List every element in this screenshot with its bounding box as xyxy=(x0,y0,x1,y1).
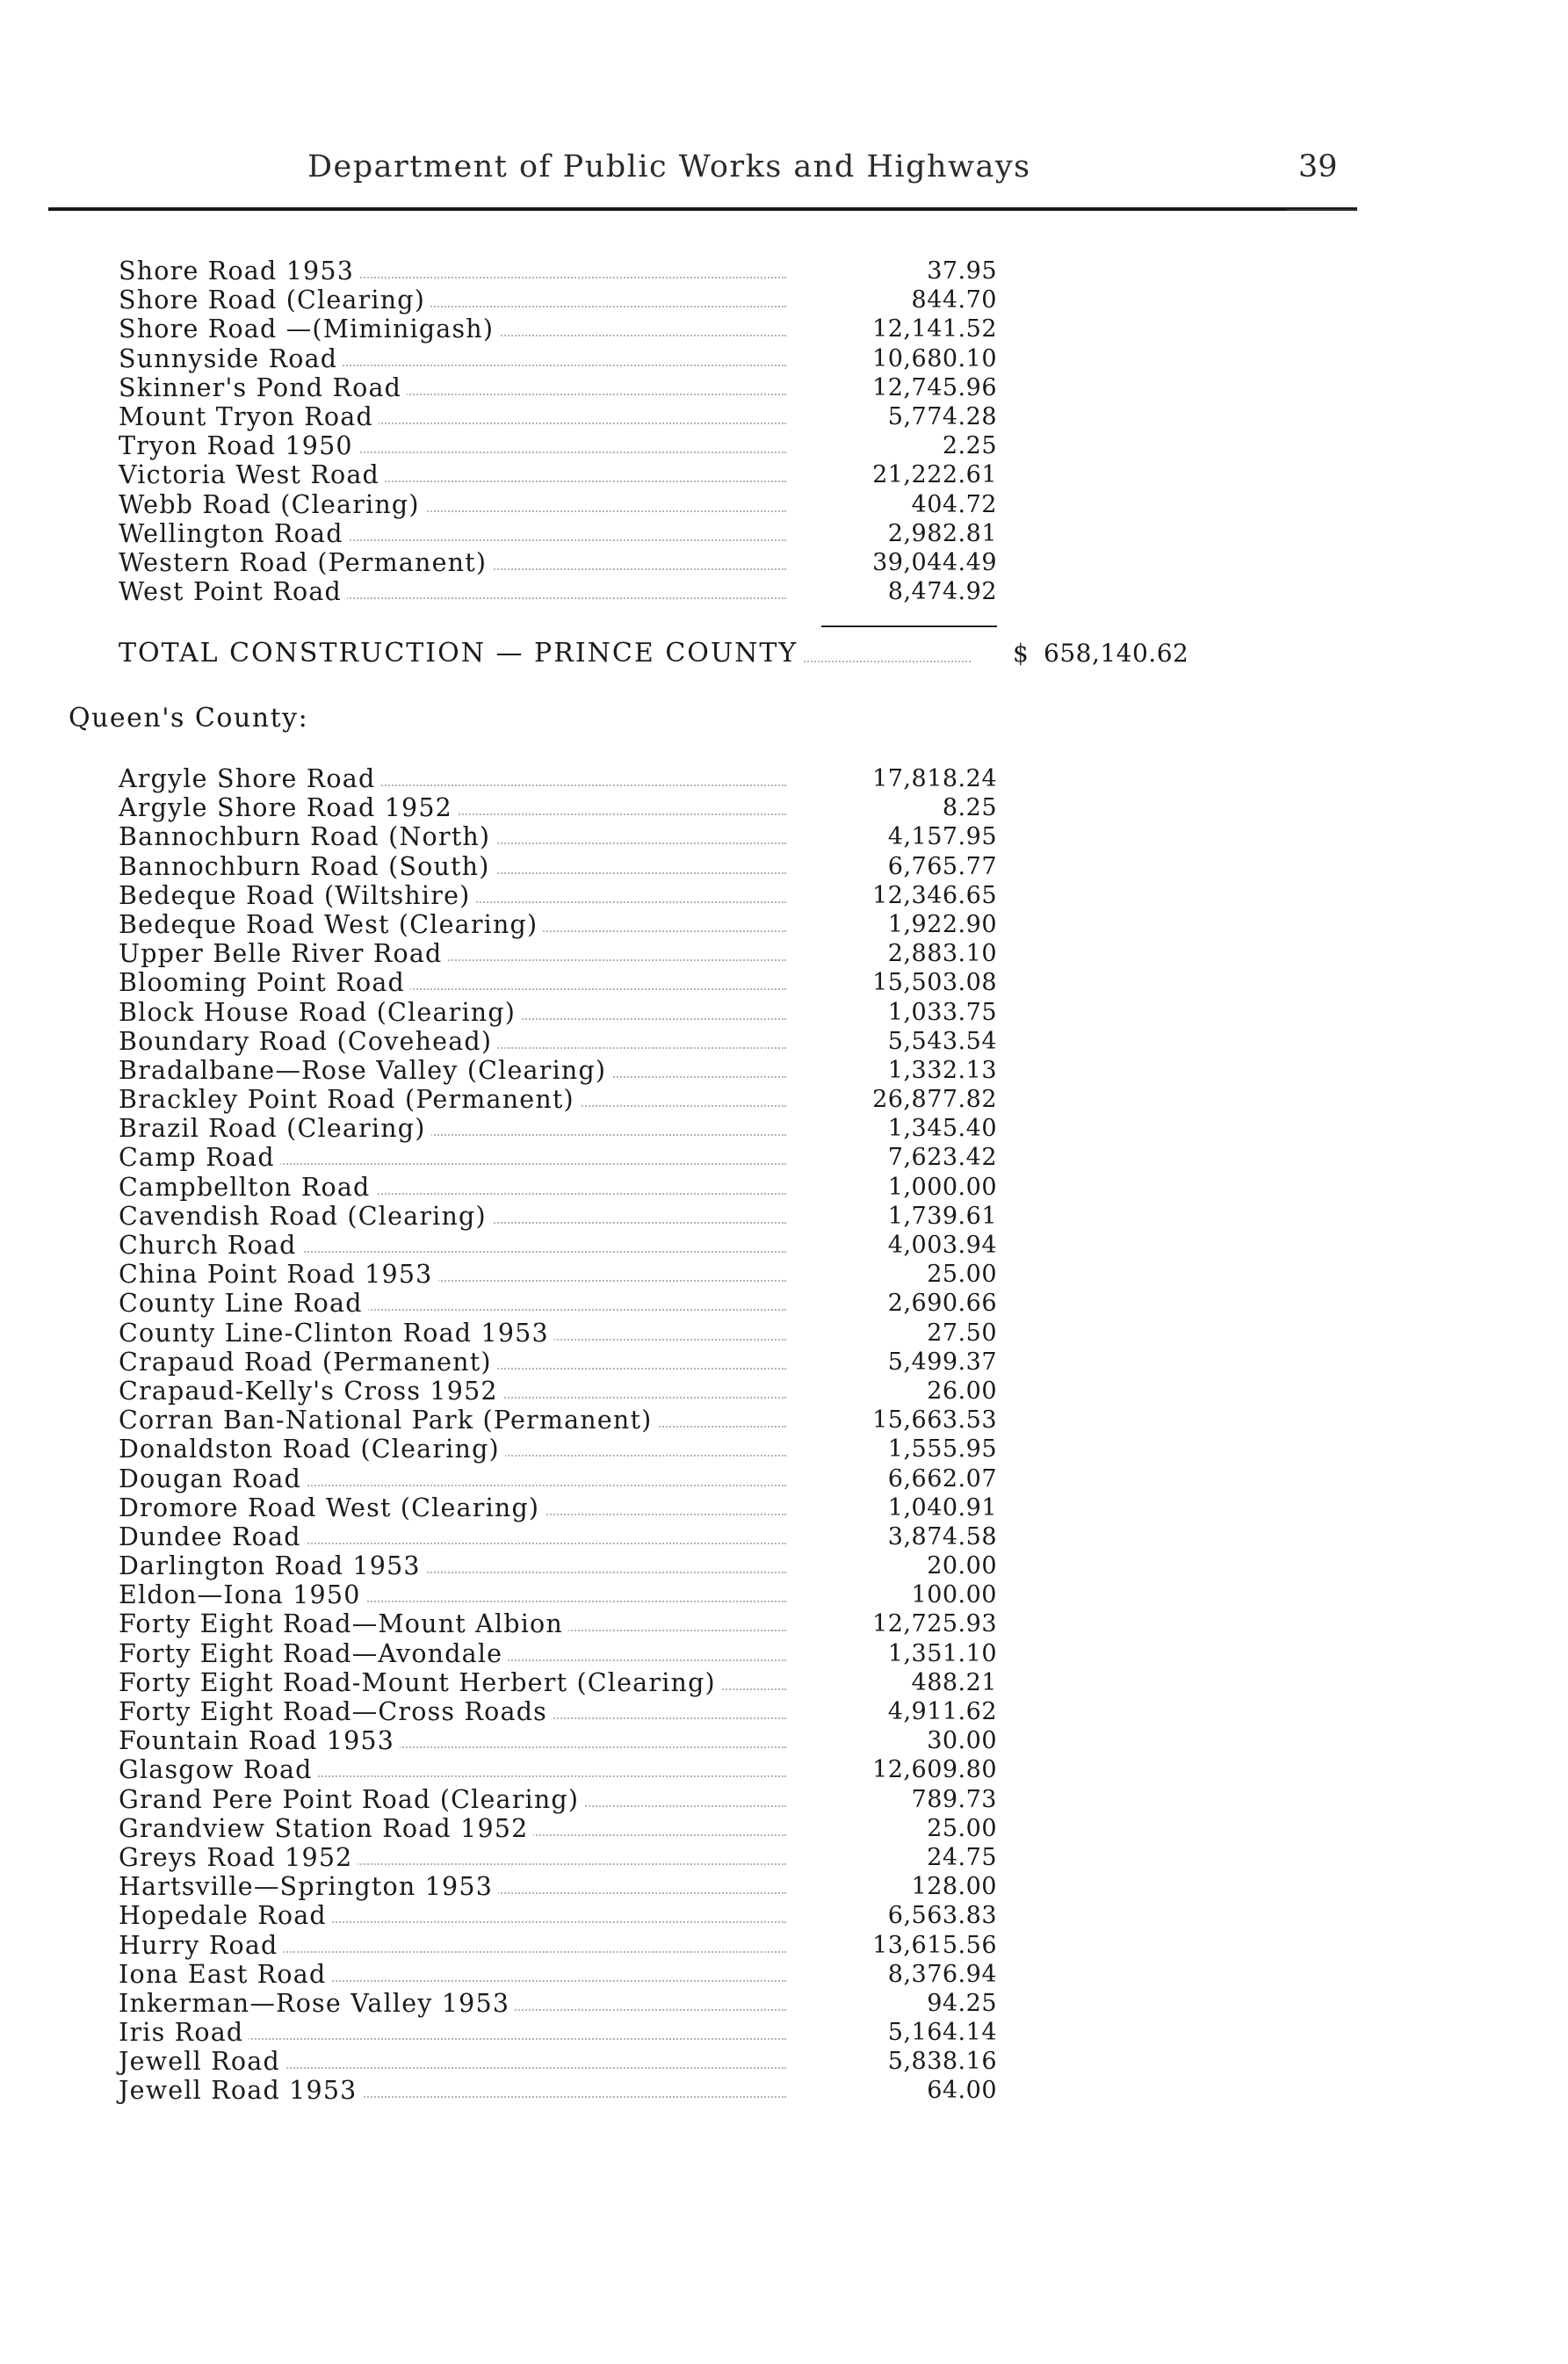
row-label: Blooming Point Road xyxy=(119,968,410,997)
queens-county-list xyxy=(119,764,997,2106)
row-label: Hartsville—Springton 1953 xyxy=(119,1872,498,1901)
row-label: Bradalbane—Rose Valley (Clearing) xyxy=(119,1056,611,1085)
table-row xyxy=(119,939,997,968)
table-row xyxy=(119,1609,997,1638)
row-label: Skinner's Pond Road xyxy=(119,373,407,402)
table-row xyxy=(119,402,997,431)
table-row xyxy=(119,910,997,939)
page-title: Department of Public Works and Highways xyxy=(307,149,1031,184)
table-row xyxy=(119,1726,997,1755)
row-amount: 20.00 xyxy=(927,1552,997,1580)
row-label: Shore Road —(Miminigash) xyxy=(119,314,499,343)
row-label: Victoria West Road xyxy=(119,460,385,489)
row-amount: 12,725.93 xyxy=(872,1610,997,1638)
table-row xyxy=(119,1522,997,1551)
row-label: Dundee Road xyxy=(119,1522,307,1551)
table-row xyxy=(119,548,997,577)
total-row xyxy=(119,634,1189,673)
table-row xyxy=(119,1348,997,1377)
row-amount: 26.00 xyxy=(927,1377,997,1405)
row-amount: 6,563.83 xyxy=(887,1902,997,1930)
row-label: Inkerman—Rose Valley 1953 xyxy=(119,1989,515,2018)
table-row xyxy=(119,1464,997,1493)
row-label: Mount Tryon Road xyxy=(119,402,379,431)
header-rule-tail xyxy=(1287,209,1357,211)
row-amount: 6,662.07 xyxy=(887,1464,997,1493)
table-row xyxy=(119,2018,997,2047)
row-amount: 12,745.96 xyxy=(872,373,997,401)
table-row xyxy=(119,1580,997,1609)
row-label: Donaldston Road (Clearing) xyxy=(119,1435,505,1464)
table-row xyxy=(119,1289,997,1318)
row-amount: 5,499.37 xyxy=(887,1348,997,1376)
row-label: Bedeque Road (Wiltshire) xyxy=(119,881,475,910)
row-label: Argyle Shore Road xyxy=(119,764,380,793)
table-row xyxy=(119,998,997,1027)
row-label: Corran Ban-National Park (Permanent) xyxy=(119,1406,657,1435)
row-label: Shore Road 1953 xyxy=(119,257,359,286)
row-label: Dougan Road xyxy=(119,1464,307,1493)
row-label: Crapaud-Kelly's Cross 1952 xyxy=(119,1377,503,1406)
row-amount: 37.95 xyxy=(927,257,997,285)
row-label: Western Road (Permanent) xyxy=(119,548,492,577)
table-row xyxy=(119,344,997,373)
row-label: Sunnyside Road xyxy=(119,344,343,373)
row-amount: 25.00 xyxy=(927,1261,997,1289)
table-row xyxy=(119,1697,997,1726)
table-row xyxy=(119,460,997,489)
table-row xyxy=(119,1231,997,1260)
row-amount: 1,040.91 xyxy=(887,1493,997,1522)
row-amount: 1,555.95 xyxy=(887,1435,997,1464)
prince-county-list xyxy=(119,257,997,606)
row-label: Greys Road 1952 xyxy=(119,1843,358,1872)
table-row xyxy=(119,1551,997,1580)
row-label: Brackley Point Road (Permanent) xyxy=(119,1085,580,1114)
row-label: Iris Road xyxy=(119,2018,249,2047)
table-row xyxy=(119,1872,997,1901)
sum-rule xyxy=(821,625,997,627)
row-amount: 2.25 xyxy=(942,432,997,460)
row-label: Fountain Road 1953 xyxy=(119,1726,400,1755)
row-label: Argyle Shore Road 1952 xyxy=(119,793,458,822)
total-label: TOTAL CONSTRUCTION — PRINCE COUNTY xyxy=(119,634,803,673)
row-amount: 1,033.75 xyxy=(887,998,997,1026)
row-label: Forty Eight Road—Avondale xyxy=(119,1639,508,1668)
table-row xyxy=(119,1085,997,1114)
row-label: Jewell Road xyxy=(119,2047,285,2076)
row-label: Brazil Road (Clearing) xyxy=(119,1114,431,1143)
row-amount: 25.00 xyxy=(927,1814,997,1842)
row-amount: 17,818.24 xyxy=(872,765,997,792)
page-number: 39 xyxy=(1298,149,1338,184)
row-label: Hopedale Road xyxy=(119,1901,332,1930)
table-row xyxy=(119,822,997,851)
table-row xyxy=(119,1202,997,1231)
table-row xyxy=(119,519,997,548)
table-row xyxy=(119,1989,997,2018)
row-amount: 10,680.10 xyxy=(872,344,997,372)
table-row xyxy=(119,1668,997,1697)
table-row xyxy=(119,1173,997,1202)
row-label: County Line Road xyxy=(119,1289,368,1318)
row-amount: 488.21 xyxy=(911,1668,997,1696)
row-amount: 2,883.10 xyxy=(887,940,997,968)
row-label: Grand Pere Point Road (Clearing) xyxy=(119,1785,584,1814)
row-label: Tryon Road 1950 xyxy=(119,431,358,460)
row-label: China Point Road 1953 xyxy=(119,1260,438,1289)
table-row xyxy=(119,286,997,314)
total-amount: 658,140.62 xyxy=(1044,639,1189,668)
row-amount: 21,222.61 xyxy=(872,461,997,489)
row-label: County Line-Clinton Road 1953 xyxy=(119,1319,554,1348)
row-amount: 5,838.16 xyxy=(887,2048,997,2076)
row-label: Webb Road (Clearing) xyxy=(119,490,425,519)
table-row xyxy=(119,1435,997,1464)
row-amount: 4,003.94 xyxy=(887,1232,997,1259)
table-row xyxy=(119,793,997,822)
row-amount: 5,164.14 xyxy=(887,2019,997,2047)
row-label: Camp Road xyxy=(119,1143,280,1172)
row-label: Crapaud Road (Permanent) xyxy=(119,1348,497,1377)
row-label: Forty Eight Road-Mount Herbert (Clearing) xyxy=(119,1668,721,1697)
table-row xyxy=(119,881,997,910)
row-amount: 404.72 xyxy=(911,490,997,518)
row-amount: 27.50 xyxy=(927,1319,997,1347)
row-amount: 1,922.90 xyxy=(887,910,997,938)
row-label: Boundary Road (Covehead) xyxy=(119,1027,497,1056)
row-label: West Point Road xyxy=(119,577,347,606)
row-label: Bedeque Road West (Clearing) xyxy=(119,910,543,939)
row-amount: 5,774.28 xyxy=(887,402,997,430)
table-row xyxy=(119,1114,997,1143)
table-row xyxy=(119,2076,997,2105)
row-amount: 128.00 xyxy=(911,1873,997,1901)
row-amount: 12,609.80 xyxy=(872,1756,997,1784)
table-row xyxy=(119,1143,997,1172)
table-row xyxy=(119,1931,997,1960)
table-row xyxy=(119,1755,997,1784)
row-label: Grandview Station Road 1952 xyxy=(119,1814,533,1843)
row-label: Jewell Road 1953 xyxy=(119,2076,362,2105)
row-amount: 13,615.56 xyxy=(872,1931,997,1959)
row-amount: 4,157.95 xyxy=(887,823,997,851)
row-label: Campbellton Road xyxy=(119,1173,376,1202)
row-amount: 1,345.40 xyxy=(887,1115,997,1143)
row-label: Bannochburn Road (South) xyxy=(119,852,495,881)
row-amount: 5,543.54 xyxy=(887,1027,997,1055)
row-amount: 15,503.08 xyxy=(872,969,997,997)
row-label: Dromore Road West (Clearing) xyxy=(119,1493,545,1522)
row-amount: 2,982.81 xyxy=(887,519,997,547)
row-label: Iona East Road xyxy=(119,1960,331,1989)
table-row xyxy=(119,1814,997,1843)
table-row xyxy=(119,1639,997,1668)
table-row xyxy=(119,1056,997,1085)
row-label: Church Road xyxy=(119,1231,302,1260)
row-amount: 8.25 xyxy=(942,794,997,822)
row-label: Shore Road (Clearing) xyxy=(119,286,430,314)
table-row xyxy=(119,577,997,606)
table-row xyxy=(119,1901,997,1930)
table-row xyxy=(119,1260,997,1289)
row-amount: 12,141.52 xyxy=(872,315,997,343)
section-heading-queens-county: Queen's County: xyxy=(69,703,309,734)
row-amount: 64.00 xyxy=(927,2077,997,2105)
row-label: Upper Belle River Road xyxy=(119,939,448,968)
row-amount: 1,351.10 xyxy=(887,1639,997,1667)
row-label: Glasgow Road xyxy=(119,1755,318,1784)
row-amount: 3,874.58 xyxy=(887,1522,997,1551)
row-amount: 30.00 xyxy=(927,1727,997,1755)
table-row xyxy=(119,431,997,460)
row-amount: 39,044.49 xyxy=(872,548,997,576)
row-amount: 12,346.65 xyxy=(872,881,997,909)
row-amount: 789.73 xyxy=(911,1785,997,1813)
table-row xyxy=(119,1377,997,1406)
row-amount: 24.75 xyxy=(927,1843,997,1871)
row-amount: 2,690.66 xyxy=(887,1290,997,1318)
table-row xyxy=(119,2047,997,2076)
table-row xyxy=(119,968,997,997)
table-row xyxy=(119,314,997,343)
row-label: Hurry Road xyxy=(119,1931,283,1960)
row-label: Bannochburn Road (North) xyxy=(119,822,495,851)
row-label: Forty Eight Road—Cross Roads xyxy=(119,1697,553,1726)
row-amount: 6,765.77 xyxy=(887,852,997,880)
row-amount: 8,376.94 xyxy=(887,1960,997,1988)
table-row xyxy=(119,1493,997,1522)
table-row xyxy=(119,1785,997,1814)
row-label: Cavendish Road (Clearing) xyxy=(119,1202,492,1231)
row-amount: 15,663.53 xyxy=(872,1406,997,1435)
table-row xyxy=(119,1027,997,1056)
table-row xyxy=(119,852,997,881)
table-row xyxy=(119,490,997,519)
table-row xyxy=(119,373,997,402)
table-row xyxy=(119,1960,997,1989)
table-row xyxy=(119,764,997,793)
row-label: Block House Road (Clearing) xyxy=(119,998,521,1027)
row-label: Darlington Road 1953 xyxy=(119,1551,426,1580)
row-label: Forty Eight Road—Mount Albion xyxy=(119,1609,568,1638)
row-label: Wellington Road xyxy=(119,519,349,548)
row-amount: 7,623.42 xyxy=(887,1144,997,1172)
row-amount: 94.25 xyxy=(927,1989,997,2017)
table-row xyxy=(119,1319,997,1348)
row-label: Eldon—Iona 1950 xyxy=(119,1580,366,1609)
table-row xyxy=(119,1843,997,1872)
table-row xyxy=(119,257,997,286)
row-amount: 844.70 xyxy=(911,286,997,314)
row-amount: 8,474.92 xyxy=(887,578,997,606)
row-amount: 4,911.62 xyxy=(887,1698,997,1725)
header-rule xyxy=(48,207,1357,211)
row-amount: 26,877.82 xyxy=(872,1086,997,1114)
row-amount: 1,332.13 xyxy=(887,1056,997,1084)
row-amount: 1,739.61 xyxy=(887,1202,997,1230)
total-currency: $ xyxy=(1013,639,1030,668)
table-row xyxy=(119,1406,997,1435)
row-amount: 1,000.00 xyxy=(887,1173,997,1201)
row-amount: 100.00 xyxy=(911,1581,997,1609)
